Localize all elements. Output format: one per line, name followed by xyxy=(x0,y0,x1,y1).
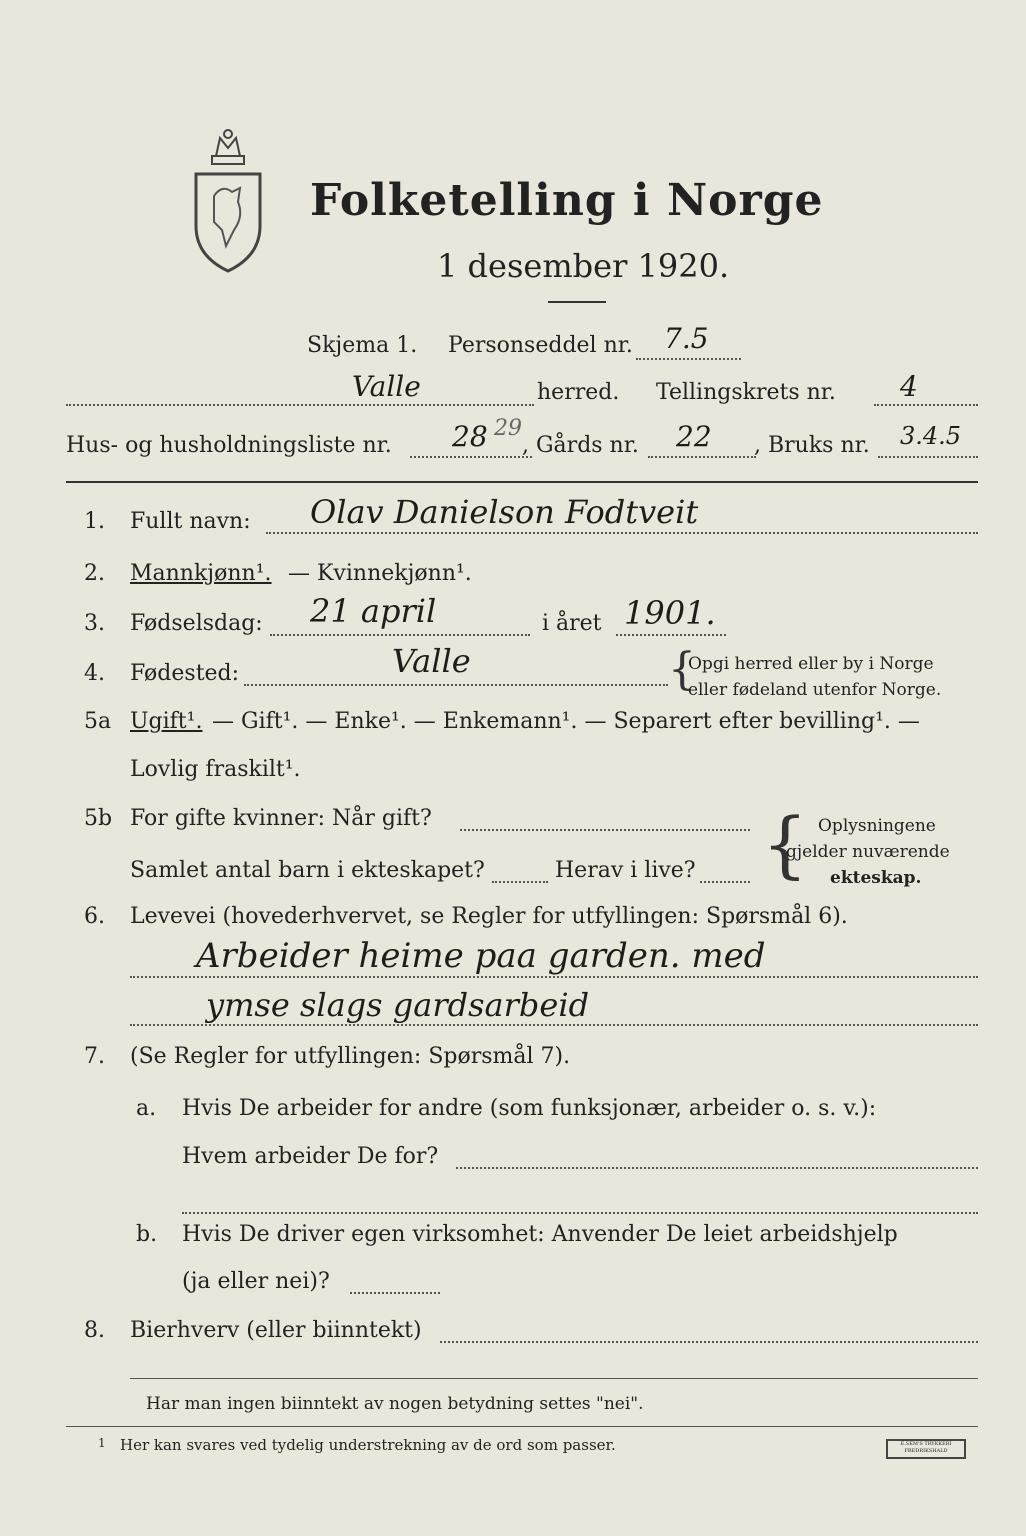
q5b-note-3: ekteskap. xyxy=(830,868,922,888)
bruks-label: , Bruks nr. xyxy=(754,433,870,458)
hus-value-2: 29 xyxy=(494,416,522,441)
q7-label: (Se Regler for utfyllingen: Spørsmål 7). xyxy=(130,1044,571,1069)
q7a-letter: a. xyxy=(136,1096,157,1121)
q4-note-2: eller fødeland utenfor Norge. xyxy=(688,680,942,700)
q4-note-1: Opgi herred eller by i Norge xyxy=(688,654,934,674)
q5b-brace: { xyxy=(762,802,808,886)
q5b-barn: Samlet antal barn i ekteskapet? xyxy=(130,858,485,883)
q5a-ugift: Ugift¹. xyxy=(130,709,203,734)
q1-number: 1. xyxy=(84,509,105,534)
footer-note: Har man ingen biinntekt av nogen betydning settes "nei". xyxy=(146,1394,644,1414)
q3-day-value: 21 april xyxy=(310,592,437,630)
q4-label: Fødested: xyxy=(130,661,240,686)
q6-value-2: ymse slags gardsarbeid xyxy=(206,986,590,1024)
q7a-line-1: Hvis De arbeider for andre (som funksjonær, arbeider o. s. v.): xyxy=(182,1096,877,1121)
printer-stamp-text: E.SEM'S TRYKKERI FREDRIKSHALD xyxy=(900,1441,952,1454)
tellingskrets-label: Tellingskrets nr. xyxy=(656,380,836,405)
q7-number: 7. xyxy=(84,1044,105,1069)
gards-label: , Gårds nr. xyxy=(522,433,639,458)
printer-stamp xyxy=(886,1439,966,1459)
q8-label: Bierhverv (eller biinntekt) xyxy=(130,1318,422,1343)
q1-label: Fullt navn: xyxy=(130,509,251,534)
q7b-letter: b. xyxy=(136,1222,158,1247)
q3-day-line xyxy=(270,634,530,636)
census-date: 1 desember 1920. xyxy=(437,247,730,285)
q4-brace: { xyxy=(668,644,696,695)
q6-value-1: Arbeider heime paa garden. med xyxy=(196,936,766,976)
herred-label: herred. xyxy=(537,380,620,405)
footnote-rule xyxy=(66,1426,978,1427)
q7a-answer-line-1 xyxy=(456,1167,978,1169)
q8-number: 8. xyxy=(84,1318,105,1343)
q7b-line-2: (ja eller nei)? xyxy=(182,1269,330,1294)
q5b-naar-gift-line xyxy=(460,829,750,831)
q1-value: Olav Danielson Fodtveit xyxy=(310,493,699,531)
q5b-note-1: Oplysningene xyxy=(818,816,936,836)
q6-line-2 xyxy=(130,1024,978,1026)
hus-label: Hus- og husholdningsliste nr. xyxy=(66,433,392,458)
q7b-line-1: Hvis De driver egen virksomhet: Anvender De leiet arbeidshjelp xyxy=(182,1222,898,1247)
q6-number: 6. xyxy=(84,904,105,929)
bruks-line xyxy=(878,456,978,458)
bruks-value: 3.4.5 xyxy=(900,422,962,450)
q2-mannkjonn: Mannkjønn¹. xyxy=(130,561,272,586)
q2-kvinnekjonn: — Kvinnekjønn¹. xyxy=(288,561,472,586)
personseddel-label: Personseddel nr. xyxy=(448,333,633,358)
q4-line xyxy=(244,684,668,686)
hus-value: 28 xyxy=(452,420,488,453)
gards-line xyxy=(648,456,756,458)
q5a-options: — Gift¹. — Enke¹. — Enkemann¹. — Separert efter bevilling¹. — xyxy=(212,709,920,734)
coat-of-arms-icon xyxy=(188,126,268,276)
q7a-answer-line-2 xyxy=(182,1212,978,1214)
q3-number: 3. xyxy=(84,611,105,636)
skjema-label: Skjema 1. xyxy=(307,333,418,358)
header-rule xyxy=(66,481,978,483)
q8-line xyxy=(440,1341,978,1343)
footnote-text: Her kan svares ved tydelig understrekning av de ord som passer. xyxy=(120,1436,616,1454)
footer-rule xyxy=(130,1378,978,1379)
q3-year-line xyxy=(616,634,726,636)
footnote-number: 1 xyxy=(98,1436,106,1450)
title-divider xyxy=(548,301,606,303)
q7a-line-2: Hvem arbeider De for? xyxy=(182,1144,439,1169)
q2-number: 2. xyxy=(84,561,105,586)
q5b-herav: Herav i live? xyxy=(555,858,696,883)
q5b-naar-gift: For gifte kvinner: Når gift? xyxy=(130,806,432,831)
q6-line-1 xyxy=(130,976,978,978)
q3-label: Fødselsdag: xyxy=(130,611,263,636)
tellingskrets-line xyxy=(874,404,978,406)
q1-line xyxy=(266,532,978,534)
q5a-number: 5a xyxy=(84,709,112,734)
herred-line xyxy=(66,404,534,406)
form-title: Folketelling i Norge xyxy=(310,175,824,226)
herred-value: Valle xyxy=(352,370,421,403)
personseddel-value: 7.5 xyxy=(664,322,709,355)
tellingskrets-value: 4 xyxy=(900,370,918,403)
q7b-answer-line xyxy=(350,1292,440,1294)
hus-line xyxy=(410,456,532,458)
q4-number: 4. xyxy=(84,661,105,686)
gards-value: 22 xyxy=(676,420,712,453)
q5a-fraskilt: Lovlig fraskilt¹. xyxy=(130,757,301,782)
q4-value: Valle xyxy=(392,642,471,680)
q5b-number: 5b xyxy=(84,806,113,831)
q5b-barn-line xyxy=(492,881,548,883)
q3-year-value: 1901. xyxy=(624,594,716,632)
q6-label: Levevei (hovederhvervet, se Regler for utfyllingen: Spørsmål 6). xyxy=(130,904,848,929)
q5b-herav-line xyxy=(700,881,750,883)
personseddel-line xyxy=(636,358,741,360)
q5b-note-2: gjelder nuværende xyxy=(786,842,950,862)
q3-aaret-label: i året xyxy=(542,611,602,636)
